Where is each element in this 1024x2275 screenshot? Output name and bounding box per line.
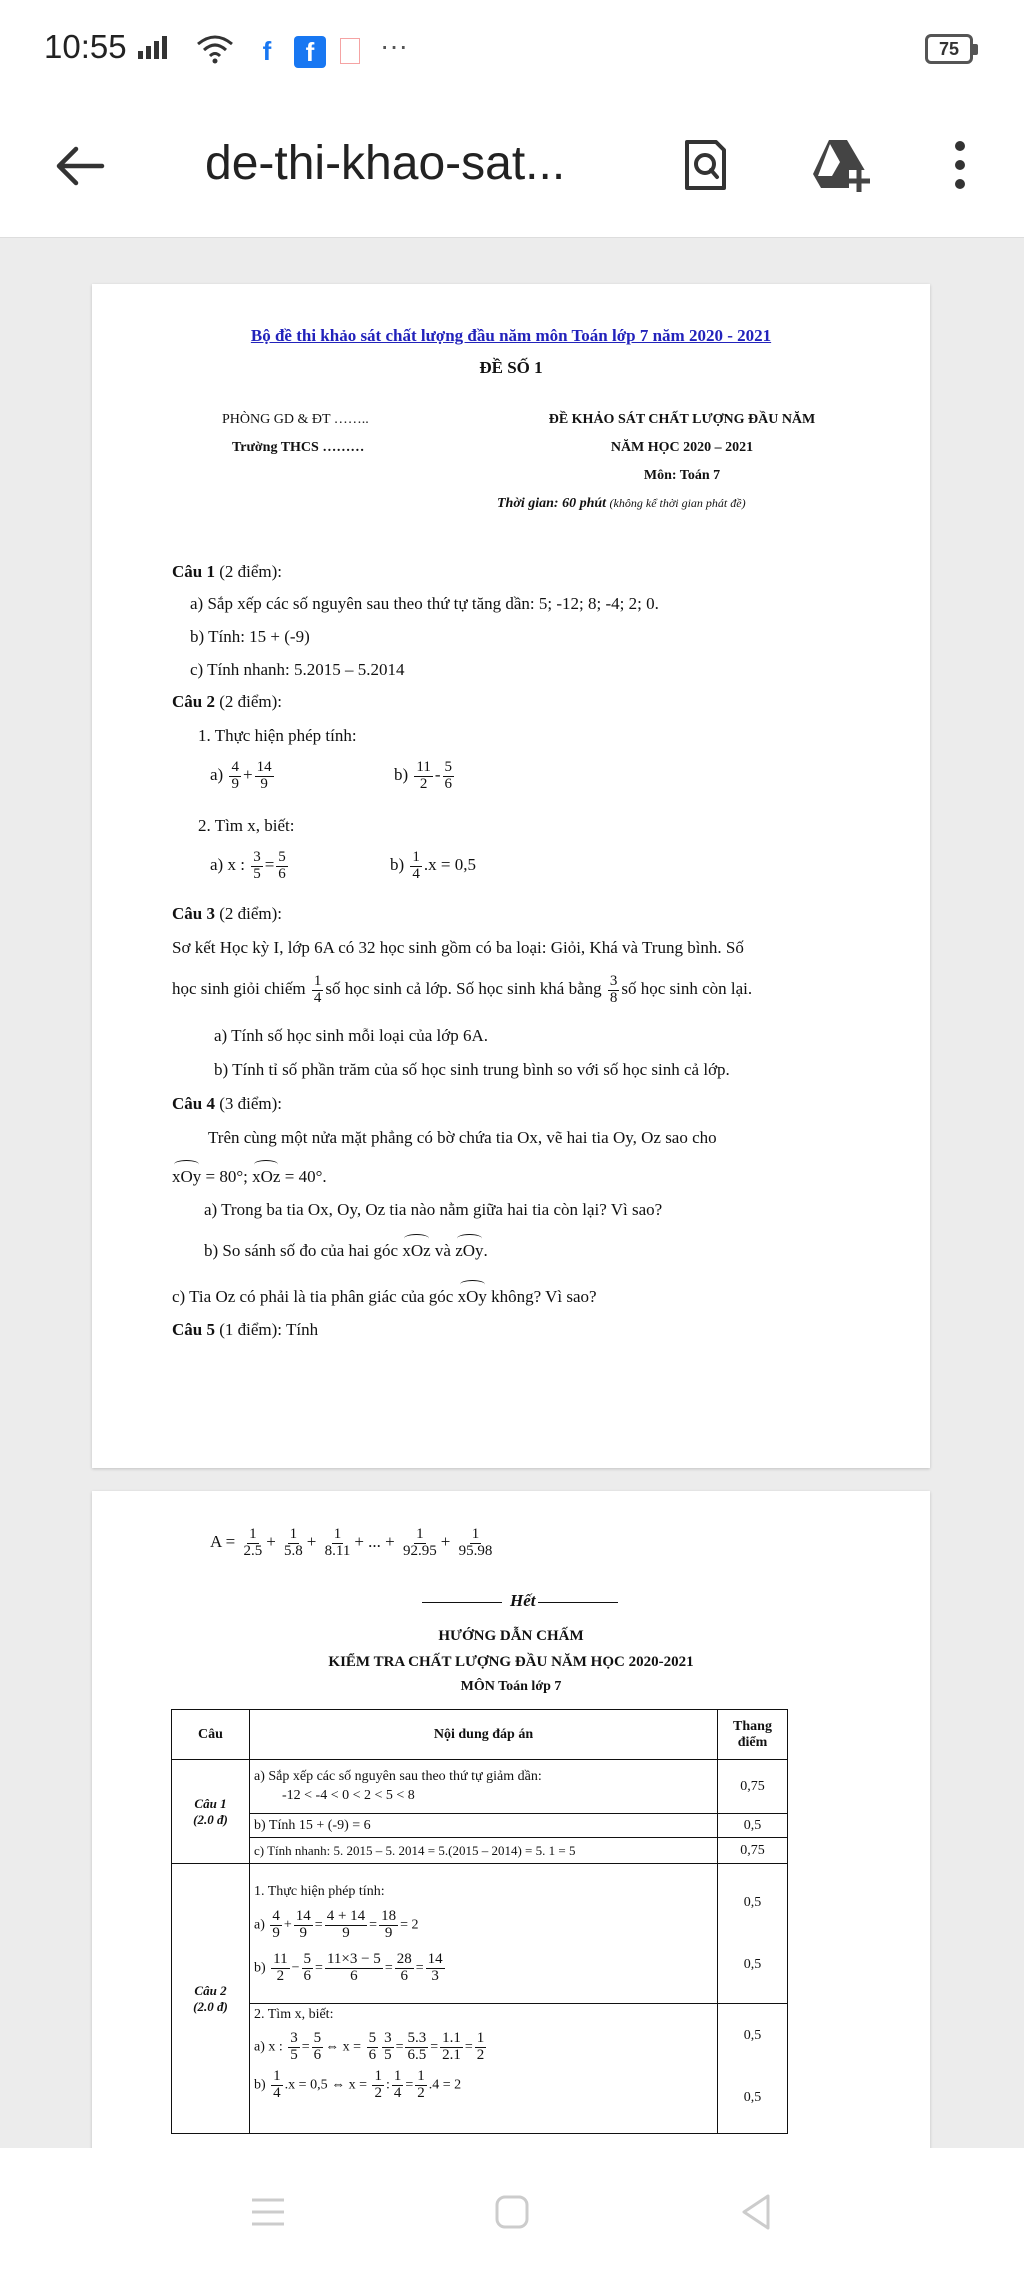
- question-1c: c) Tính nhanh: 5.2015 – 5.2014: [190, 660, 405, 679]
- navigation-bar: [0, 2148, 1024, 2275]
- question-4b: b) So sánh số đo của hai góc xOz và zOy.: [204, 1238, 488, 1261]
- wifi-icon: [196, 34, 234, 64]
- table-header-row: [172, 1710, 788, 1760]
- more-notifications-icon: ···: [380, 30, 408, 61]
- question-3-title: Câu 3 (2 điểm):: [172, 904, 283, 923]
- battery-icon: 75: [925, 34, 973, 64]
- cell-1b: b) Tính 15 + (-9) = 6: [250, 1814, 718, 1838]
- document-viewer[interactable]: [0, 238, 1024, 2148]
- table-row: [172, 1838, 788, 1864]
- status-time: 10:55: [44, 28, 127, 65]
- exam-duration: Thời gian: 60 phút (không kể thời gian phát đề): [497, 496, 746, 511]
- question-2-2a: a) x : $\frac{3}{5}$ = $\frac{5}{6}$: [210, 849, 286, 882]
- question-3b: b) Tính tỉ số phần trăm của số học sinh trung bình so với số học sinh cả lớp.: [214, 1060, 730, 1079]
- answer-guide-title: HƯỚNG DẪN CHẤM: [438, 1628, 584, 1644]
- question-1a: a) Sắp xếp các số nguyên sau theo thứ tự tăng dần: 5; -12; 8; -4; 2; 0.: [190, 594, 659, 613]
- question-4c: c) Tia Oz có phải là tia phân giác của góc xOy không? Vì sao?: [172, 1284, 597, 1307]
- header-thang-diem: Thang điểm: [718, 1710, 788, 1760]
- answer-table: [171, 1709, 788, 2134]
- score-1a: 0,75: [718, 1760, 788, 1814]
- cell-2-2: 2. Tìm x, biết: a) x : $\frac{3}{5}$ = $\frac{5}{6}$ ⇔ x = $\frac{5}{6}$ $\frac{3}{5}$ = $\frac{5.3}{6.5}$ = $\frac{1.1}{2.1}$ = $\frac{1}{2}$ b) $\frac{1}{4}$ .x = 0,5 ⇔ x = $\frac{1}{2}$ : $\frac{1}{4}$ = $\frac{1}{2}$ .4 = 2: [250, 2004, 718, 2134]
- home-icon[interactable]: [492, 2192, 532, 2232]
- more-options-icon[interactable]: [945, 130, 975, 200]
- question-4a: a) Trong ba tia Ox, Oy, Oz tia nào nằm giữa hai tia còn lại? Vì sao?: [204, 1200, 663, 1219]
- question-4-title: Câu 4 (3 điểm):: [172, 1094, 283, 1113]
- table-row: [172, 1760, 788, 1814]
- recent-apps-icon[interactable]: [248, 2192, 288, 2232]
- document-heading-link[interactable]: Bộ đề thi khảo sát chất lượng đầu năm môn Toán lớp 7 năm 2020 - 2021: [250, 326, 772, 345]
- table-row: [172, 1864, 788, 2004]
- cell-1a: a) Sắp xếp các số nguyên sau theo thứ tự giảm dần: -12 < -4 < 0 < 2 < 5 < 8: [250, 1760, 718, 1814]
- answer-guide-subtitle: KIỂM TRA CHẤT LƯỢNG ĐẦU NĂM HỌC 2020-2021: [328, 1654, 694, 1670]
- question-3-line-2: học sinh giỏi chiếm $\frac{1}{4}$ số học sinh cả lớp. Số học sinh khá bằng $\frac{3}{8}$ số học sinh còn lại.: [172, 973, 753, 1006]
- question-3-line-1: Sơ kết Học kỳ I, lớp 6A có 32 học sinh gồm có ba loại: Giỏi, Khá và Trung bình. Số: [172, 938, 744, 957]
- question-2-1a: a) $\frac{4}{9}$ + $\frac{14}{9}$: [210, 759, 272, 792]
- score-1c: 0,75: [718, 1838, 788, 1864]
- exam-number: ĐỀ SỐ 1: [479, 358, 543, 377]
- department-label: PHÒNG GD & ĐT ……..: [222, 412, 369, 427]
- document-page-2: [92, 1491, 930, 2148]
- divider-right: [538, 1602, 618, 1603]
- question-2-2b: b) $\frac{1}{4}$ .x = 0,5: [390, 849, 477, 882]
- question-3a: a) Tính số học sinh mỗi loại của lớp 6A.: [214, 1026, 489, 1045]
- question-1b: b) Tính: 15 + (-9): [190, 627, 310, 646]
- question-5-title: Câu 5 (1 điểm): Tính: [172, 1320, 319, 1339]
- facebook-icon: f: [262, 36, 272, 66]
- table-row: [172, 1814, 788, 1838]
- document-title: de-thi-khao-sat...: [205, 137, 566, 190]
- question-2-part-1: 1. Thực hiện phép tính:: [198, 726, 357, 745]
- divider-left: [422, 1602, 502, 1603]
- exam-title: ĐỀ KHẢO SÁT CHẤT LƯỢNG ĐẦU NĂM: [548, 412, 816, 427]
- question-2-part-2: 2. Tìm x, biết:: [198, 816, 295, 835]
- score-2-2: 0,5 0,5: [718, 2004, 788, 2134]
- question-1-title: Câu 1 (2 điểm):: [172, 562, 283, 581]
- app-bar: [0, 100, 1024, 238]
- end-marker: Hết: [510, 1591, 536, 1610]
- score-2-1: 0,5 0,5: [718, 1864, 788, 2004]
- score-1b: 0,5: [718, 1814, 788, 1838]
- question-2-1b: b) $\frac{11}{2}$ - $\frac{5}{6}$: [394, 759, 453, 792]
- question-5-formula: A = $\frac{1}{2.5}$ + $\frac{1}{5.8}$ + $\frac{1}{8.11}$ + ... + $\frac{1}{92.95}$ + $\frac{1}{95.98}$: [210, 1526, 493, 1559]
- back-icon[interactable]: [736, 2192, 776, 2232]
- back-arrow-icon[interactable]: [50, 136, 110, 196]
- add-to-drive-icon[interactable]: [805, 130, 875, 200]
- question-2-title: Câu 2 (2 điểm):: [172, 692, 283, 711]
- answer-guide-subject: MÔN Toán lớp 7: [460, 1679, 562, 1694]
- school-label: Trường THCS ………: [232, 440, 365, 455]
- status-bar: [0, 0, 1024, 100]
- news-app-icon: [340, 38, 360, 64]
- school-year: NĂM HỌC 2020 – 2021: [610, 440, 754, 455]
- cell-cau-2: Câu 2 (2.0 đ): [172, 1864, 250, 2134]
- subject-label: Môn: Toán 7: [643, 468, 721, 483]
- question-4-angles: xOy = 80°; xOz = 40°.: [172, 1164, 327, 1187]
- document-page-1: [92, 284, 930, 1468]
- cell-cau-1: Câu 1 (2.0 đ): [172, 1760, 250, 1864]
- header-cau: Câu: [172, 1710, 250, 1760]
- cell-1c: c) Tính nhanh: 5. 2015 – 5. 2014 = 5.(2015 – 2014) = 5. 1 = 5: [250, 1838, 718, 1864]
- question-4-line-1: Trên cùng một nửa mặt phẳng có bờ chứa tia Ox, vẽ hai tia Oy, Oz sao cho: [208, 1128, 717, 1147]
- signal-icon: [138, 36, 167, 59]
- lens-search-icon[interactable]: [670, 130, 740, 200]
- cell-2-1: 1. Thực hiện phép tính: a) $\frac{4}{9}$ + $\frac{14}{9}$ = $\frac{4 + 14}{9}$ = $\frac{18}{9}$ = 2 b) $\frac{11}{2}$ − $\frac{5}{6}$ = $\frac{11\times 3 - 5}{6}$ = $\frac{28}{6}$ = $\frac{14}{3}$: [250, 1864, 718, 2004]
- header-noidung: Nội dung đáp án: [250, 1710, 718, 1760]
- table-row: [172, 2004, 788, 2134]
- facebook-square-icon: f: [294, 36, 326, 68]
